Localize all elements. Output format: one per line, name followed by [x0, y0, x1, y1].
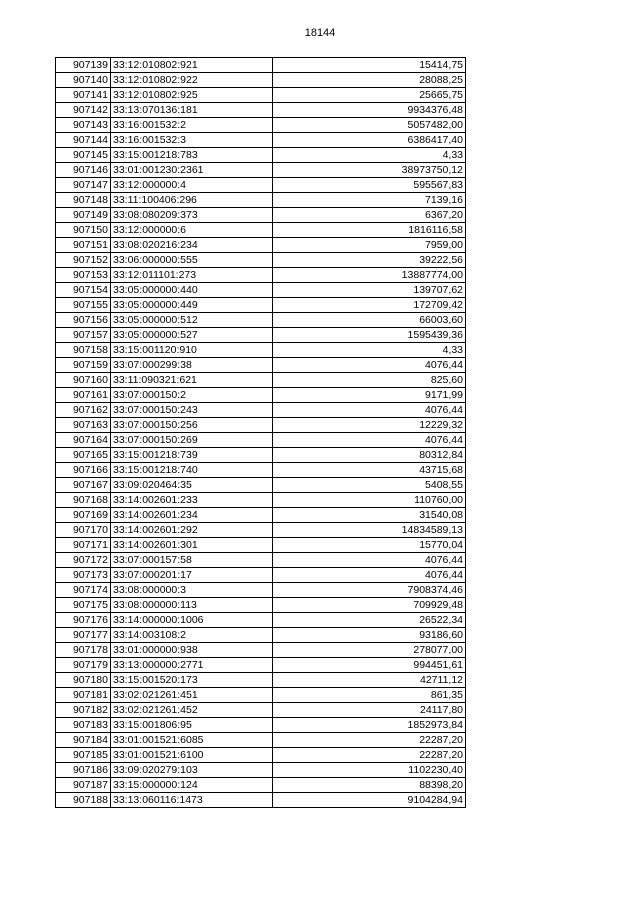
row-id-cell: 907160 — [56, 373, 111, 388]
row-id-cell: 907179 — [56, 658, 111, 673]
cadastral-value-cell: 595567,83 — [273, 178, 466, 193]
cadastral-value-cell: 9934376,48 — [273, 103, 466, 118]
cadastral-value-cell: 825,60 — [273, 373, 466, 388]
row-id-cell: 907156 — [56, 313, 111, 328]
cadastral-number-cell: 33:08:020216:234 — [111, 238, 273, 253]
row-id-cell: 907187 — [56, 778, 111, 793]
table-row — [56, 628, 466, 643]
row-id-cell: 907182 — [56, 703, 111, 718]
table-row — [56, 643, 466, 658]
table-row — [56, 58, 466, 73]
cadastral-number-cell: 33:12:010802:922 — [111, 73, 273, 88]
cadastral-value-cell: 26522,34 — [273, 613, 466, 628]
table-row — [56, 583, 466, 598]
table-row — [56, 283, 466, 298]
table-row — [56, 373, 466, 388]
cadastral-number-cell: 33:07:000150:2 — [111, 388, 273, 403]
cadastral-number-cell: 33:12:010802:925 — [111, 88, 273, 103]
row-id-cell: 907172 — [56, 553, 111, 568]
table-row — [56, 388, 466, 403]
table-row — [56, 403, 466, 418]
table-row — [56, 613, 466, 628]
cadastral-number-cell: 33:14:002601:233 — [111, 493, 273, 508]
row-id-cell: 907158 — [56, 343, 111, 358]
cadastral-number-cell: 33:15:001218:783 — [111, 148, 273, 163]
cadastral-value-cell: 861,35 — [273, 688, 466, 703]
cadastral-number-cell: 33:05:000000:512 — [111, 313, 273, 328]
table-row — [56, 463, 466, 478]
cadastral-number-cell: 33:01:000000:938 — [111, 643, 273, 658]
table-row — [56, 478, 466, 493]
cadastral-value-cell: 4076,44 — [273, 568, 466, 583]
table-row — [56, 598, 466, 613]
table-row — [56, 298, 466, 313]
row-id-cell: 907162 — [56, 403, 111, 418]
table-row — [56, 223, 466, 238]
cadastral-value-cell: 66003,60 — [273, 313, 466, 328]
cadastral-number-cell: 33:07:000157:58 — [111, 553, 273, 568]
table-row — [56, 163, 466, 178]
table-row — [56, 103, 466, 118]
cadastral-number-cell: 33:07:000299:38 — [111, 358, 273, 373]
cadastral-number-cell: 33:02:021261:452 — [111, 703, 273, 718]
table-row — [56, 793, 466, 808]
cadastral-value-cell: 7139,16 — [273, 193, 466, 208]
table-row — [56, 763, 466, 778]
cadastral-value-cell: 9171,99 — [273, 388, 466, 403]
table-row — [56, 553, 466, 568]
cadastral-value-cell: 110760,00 — [273, 493, 466, 508]
row-id-cell: 907155 — [56, 298, 111, 313]
table-row — [56, 343, 466, 358]
table-row — [56, 718, 466, 733]
row-id-cell: 907169 — [56, 508, 111, 523]
table-row — [56, 733, 466, 748]
cadastral-value-cell: 31540,08 — [273, 508, 466, 523]
row-id-cell: 907161 — [56, 388, 111, 403]
cadastral-value-cell: 28088,25 — [273, 73, 466, 88]
row-id-cell: 907167 — [56, 478, 111, 493]
table-row — [56, 313, 466, 328]
cadastral-number-cell: 33:01:001230:2361 — [111, 163, 273, 178]
cadastral-value-cell: 1852973,84 — [273, 718, 466, 733]
cadastral-value-cell: 13887774,00 — [273, 268, 466, 283]
cadastral-number-cell: 33:09:020279:103 — [111, 763, 273, 778]
table-row — [56, 538, 466, 553]
cadastral-value-cell: 22287,20 — [273, 733, 466, 748]
cadastral-value-cell: 994451,61 — [273, 658, 466, 673]
row-id-cell: 907186 — [56, 763, 111, 778]
cadastral-number-cell: 33:08:000000:113 — [111, 598, 273, 613]
row-id-cell: 907152 — [56, 253, 111, 268]
cadastral-value-cell: 93186,60 — [273, 628, 466, 643]
table-row — [56, 448, 466, 463]
table-row — [56, 568, 466, 583]
cadastral-value-cell: 709929,48 — [273, 598, 466, 613]
row-id-cell: 907143 — [56, 118, 111, 133]
row-id-cell: 907174 — [56, 583, 111, 598]
cadastral-value-cell: 9104284,94 — [273, 793, 466, 808]
row-id-cell: 907173 — [56, 568, 111, 583]
cadastral-number-cell: 33:13:060116:1473 — [111, 793, 273, 808]
cadastral-number-cell: 33:01:001521:6100 — [111, 748, 273, 763]
row-id-cell: 907147 — [56, 178, 111, 193]
cadastral-value-cell: 4076,44 — [273, 358, 466, 373]
row-id-cell: 907157 — [56, 328, 111, 343]
row-id-cell: 907151 — [56, 238, 111, 253]
row-id-cell: 907163 — [56, 418, 111, 433]
table-row — [56, 253, 466, 268]
page-number: 18144 — [304, 27, 336, 39]
cadastral-number-cell: 33:05:000000:527 — [111, 328, 273, 343]
cadastral-value-cell: 5408,55 — [273, 478, 466, 493]
cadastral-number-cell: 33:13:000000:2771 — [111, 658, 273, 673]
cadastral-number-cell: 33:05:000000:449 — [111, 298, 273, 313]
row-id-cell: 907166 — [56, 463, 111, 478]
row-id-cell: 907148 — [56, 193, 111, 208]
row-id-cell: 907145 — [56, 148, 111, 163]
cadastral-value-cell: 42711,12 — [273, 673, 466, 688]
cadastral-number-cell: 33:09:020464:35 — [111, 478, 273, 493]
row-id-cell: 907177 — [56, 628, 111, 643]
cadastral-value-cell: 5057482,00 — [273, 118, 466, 133]
cadastral-value-cell: 24117,80 — [273, 703, 466, 718]
row-id-cell: 907149 — [56, 208, 111, 223]
row-id-cell: 907142 — [56, 103, 111, 118]
cadastral-value-cell: 12229,32 — [273, 418, 466, 433]
cadastral-value-cell: 4,33 — [273, 148, 466, 163]
row-id-cell: 907185 — [56, 748, 111, 763]
cadastral-number-cell: 33:12:011101:273 — [111, 268, 273, 283]
cadastral-value-cell: 139707,62 — [273, 283, 466, 298]
table-row — [56, 328, 466, 343]
row-id-cell: 907176 — [56, 613, 111, 628]
table-row — [56, 208, 466, 223]
table-row — [56, 358, 466, 373]
cadastral-value-cell: 1816116,58 — [273, 223, 466, 238]
table-row — [56, 493, 466, 508]
table-row — [56, 658, 466, 673]
cadastral-value-cell: 7959,00 — [273, 238, 466, 253]
row-id-cell: 907181 — [56, 688, 111, 703]
cadastral-value-cell: 80312,84 — [273, 448, 466, 463]
table-row — [56, 268, 466, 283]
cadastral-number-cell: 33:01:001521:6085 — [111, 733, 273, 748]
cadastral-value-cell: 4,33 — [273, 343, 466, 358]
table-row — [56, 688, 466, 703]
cadastral-value-cell: 4076,44 — [273, 433, 466, 448]
row-id-cell: 907180 — [56, 673, 111, 688]
row-id-cell: 907183 — [56, 718, 111, 733]
cadastral-value-cell: 1102230,40 — [273, 763, 466, 778]
row-id-cell: 907170 — [56, 523, 111, 538]
row-id-cell: 907159 — [56, 358, 111, 373]
cadastral-number-cell: 33:08:080209:373 — [111, 208, 273, 223]
cadastral-number-cell: 33:16:001532:2 — [111, 118, 273, 133]
cadastral-number-cell: 33:14:003108:2 — [111, 628, 273, 643]
cadastral-value-cell: 22287,20 — [273, 748, 466, 763]
table-row — [56, 748, 466, 763]
cadastral-value-cell: 1595439,36 — [273, 328, 466, 343]
cadastral-number-cell: 33:12:010802:921 — [111, 58, 273, 73]
cadastral-number-cell: 33:02:021261:451 — [111, 688, 273, 703]
cadastral-number-cell: 33:15:001120:910 — [111, 343, 273, 358]
cadastral-number-cell: 33:06:000000:555 — [111, 253, 273, 268]
table-row — [56, 433, 466, 448]
cadastral-number-cell: 33:14:002601:292 — [111, 523, 273, 538]
table-row — [56, 133, 466, 148]
row-id-cell: 907154 — [56, 283, 111, 298]
cadastral-value-cell: 4076,44 — [273, 403, 466, 418]
cadastral-number-cell: 33:14:002601:234 — [111, 508, 273, 523]
table-row — [56, 703, 466, 718]
cadastral-number-cell: 33:07:000150:243 — [111, 403, 273, 418]
cadastral-number-cell: 33:07:000201:17 — [111, 568, 273, 583]
cadastral-number-cell: 33:15:001218:739 — [111, 448, 273, 463]
table-body — [56, 58, 466, 808]
cadastral-number-cell: 33:13:070136:181 — [111, 103, 273, 118]
row-id-cell: 907165 — [56, 448, 111, 463]
table-row — [56, 523, 466, 538]
row-id-cell: 907150 — [56, 223, 111, 238]
table-row — [56, 148, 466, 163]
table-row — [56, 778, 466, 793]
table-row — [56, 238, 466, 253]
cadastral-number-cell: 33:15:001218:740 — [111, 463, 273, 478]
row-id-cell: 907184 — [56, 733, 111, 748]
row-id-cell: 907139 — [56, 58, 111, 73]
row-id-cell: 907188 — [56, 793, 111, 808]
row-id-cell: 907141 — [56, 88, 111, 103]
row-id-cell: 907178 — [56, 643, 111, 658]
row-id-cell: 907171 — [56, 538, 111, 553]
cadastral-value-cell: 25665,75 — [273, 88, 466, 103]
table-row — [56, 178, 466, 193]
row-id-cell: 907146 — [56, 163, 111, 178]
row-id-cell: 907164 — [56, 433, 111, 448]
row-id-cell: 907168 — [56, 493, 111, 508]
cadastral-value-cell: 39222,56 — [273, 253, 466, 268]
cadastral-value-cell: 4076,44 — [273, 553, 466, 568]
cadastral-value-cell: 43715,68 — [273, 463, 466, 478]
table-row — [56, 418, 466, 433]
cadastral-value-cell: 38973750,12 — [273, 163, 466, 178]
row-id-cell: 907140 — [56, 73, 111, 88]
cadastral-number-cell: 33:11:100406:296 — [111, 193, 273, 208]
cadastral-value-cell: 88398,20 — [273, 778, 466, 793]
cadastral-number-cell: 33:08:000000:3 — [111, 583, 273, 598]
table-row — [56, 118, 466, 133]
cadastral-value-cell: 15414,75 — [273, 58, 466, 73]
cadastral-number-cell: 33:14:002601:301 — [111, 538, 273, 553]
cadastral-value-cell: 6367,20 — [273, 208, 466, 223]
cadastral-number-cell: 33:07:000150:256 — [111, 418, 273, 433]
table-row — [56, 508, 466, 523]
cadastral-number-cell: 33:15:000000:124 — [111, 778, 273, 793]
cadastral-number-cell: 33:14:000000:1006 — [111, 613, 273, 628]
cadastral-value-cell: 15770,04 — [273, 538, 466, 553]
table-row — [56, 88, 466, 103]
cadastral-number-cell: 33:12:000000:6 — [111, 223, 273, 238]
cadastral-value-cell: 172709,42 — [273, 298, 466, 313]
cadastral-number-cell: 33:11:090321:621 — [111, 373, 273, 388]
cadastral-value-cell: 7908374,46 — [273, 583, 466, 598]
cadastral-number-cell: 33:07:000150:269 — [111, 433, 273, 448]
table-row — [56, 73, 466, 88]
row-id-cell: 907144 — [56, 133, 111, 148]
cadastral-value-cell: 278077,00 — [273, 643, 466, 658]
cadastral-value-cell: 14834589,13 — [273, 523, 466, 538]
cadastral-number-cell: 33:05:000000:440 — [111, 283, 273, 298]
table-row — [56, 193, 466, 208]
cadastral-number-cell: 33:15:001520:173 — [111, 673, 273, 688]
cadastral-number-cell: 33:15:001806:95 — [111, 718, 273, 733]
table-row — [56, 673, 466, 688]
cadastral-value-cell: 6386417,40 — [273, 133, 466, 148]
cadastral-value-table — [55, 57, 466, 808]
cadastral-number-cell: 33:16:001532:3 — [111, 133, 273, 148]
row-id-cell: 907175 — [56, 598, 111, 613]
cadastral-number-cell: 33:12:000000:4 — [111, 178, 273, 193]
row-id-cell: 907153 — [56, 268, 111, 283]
